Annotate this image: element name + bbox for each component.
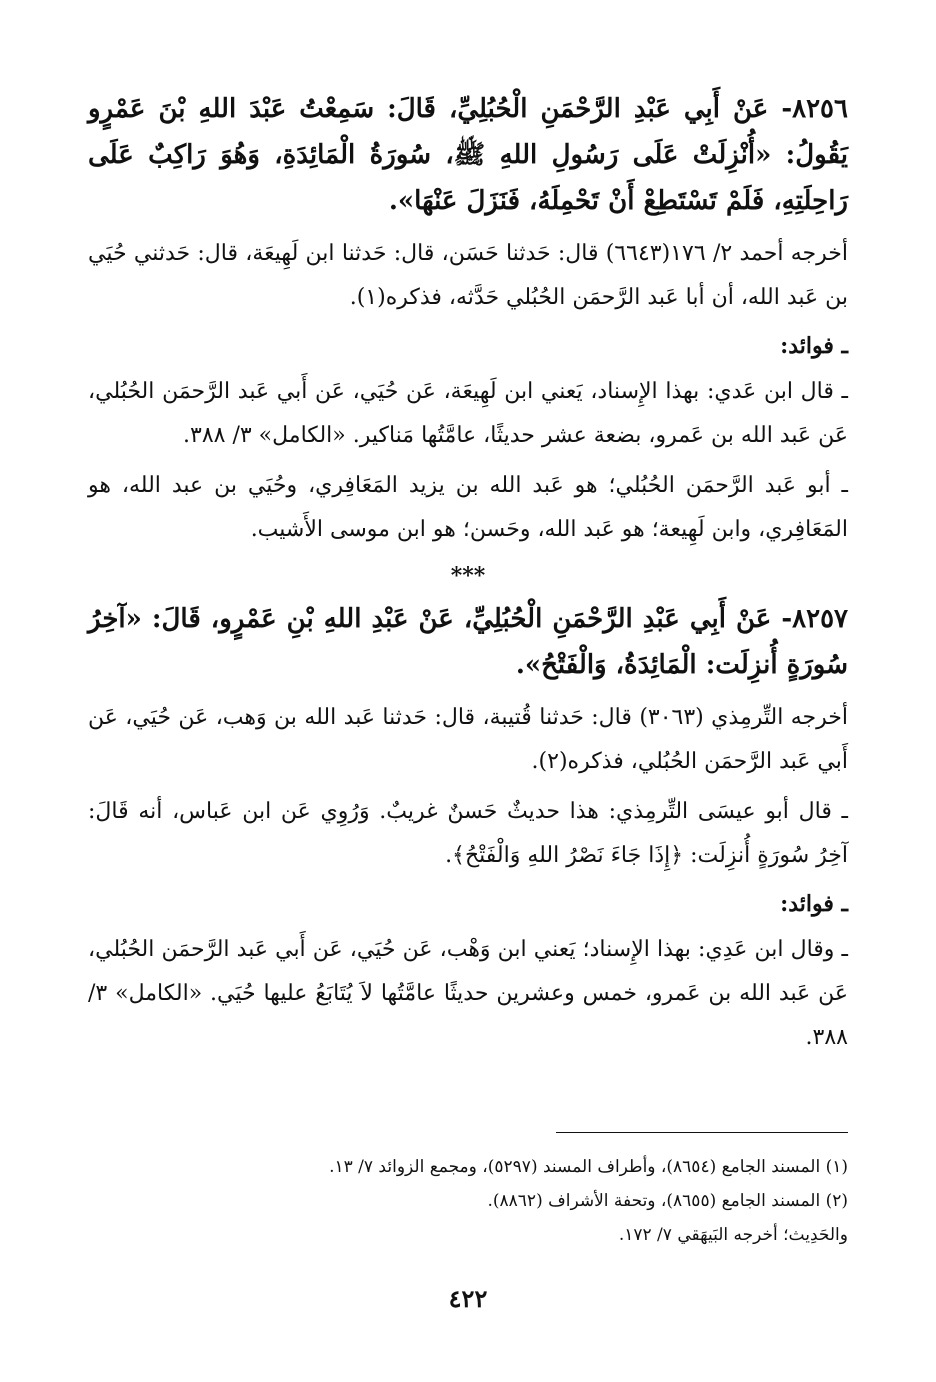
takhrij-8257: أخرجه التِّرمِذي (٣٠٦٣) قال: حَدثنا قُتيبة، قال: حَدثنا عَبد الله بن وَهب، عَن حُيَي، عَن أَبي عَبد الرَّحمَن الحُبُلي، فذكره(٢). — [88, 705, 848, 774]
hadith-number: ٨٢٥٦- — [781, 94, 848, 124]
hadith-number: ٨٢٥٧- — [781, 604, 848, 634]
page-number: ٤٢٢ — [448, 1284, 488, 1313]
footnote: (١) المسند الجامع (٨٦٥٤)، وأطراف المسند (٥٢٩٧)، ومجمع الزوائد ٧/ ١٣. — [329, 1157, 848, 1177]
section-separator: *** — [450, 563, 486, 589]
footnote: والحَدِيث؛ أخرجه البَيهَقي ٧/ ١٧٢. — [618, 1225, 848, 1245]
hadith-8256 — [88, 86, 848, 224]
footnote-divider — [556, 1132, 848, 1133]
hadith-8257 — [88, 596, 848, 688]
fawaid-heading: ـ فوائد: — [780, 333, 848, 359]
hadith-text: عَنْ أَبِي عَبْدِ الرَّحْمَنِ الْحُبُلِيِّ، قَالَ: سَمِعْتُ عَبْدَ اللهِ بْنَ عَمْرٍو يَقُولُ: «أُنْزِلَتْ عَلَى رَسُولِ اللهِ ﷺ، سُورَةُ الْمَائِدَةِ، وَهُوَ رَاكِبٌ عَلَى رَاحِلَتِهِ، فَلَمْ تَسْتَطِعْ أَنْ تَحْمِلَهُ، فَنَزَلَ عَنْهَا». — [88, 94, 848, 216]
fawaid-note: ـ وقال ابن عَدِي: بهذا الإِسناد؛ يَعني ابن وَهْب، عَن حُيَي، عَن أَبي عَبد الرَّحمَن الحُبُلي، عَن عَبد الله بن عَمرو، خمس وعشرين حديثًا عامَّتُها لاَ يُتَابَعُ عليها حُيَي. «الكامل» ٣/ ٣٨٨. — [88, 937, 848, 1050]
fawaid-note: ـ قال ابن عَدي: بهذا الإِسناد، يَعني ابن لَهِيعَة، عَن حُيَي، عَن أَبي عَبد الرَّحمَن الحُبُلي، عَن عَبد الله بن عَمرو، بضعة عشر حديثًا، عامَّتُها مَناكير. «الكامل» ٣/ ٣٨٨. — [88, 379, 848, 448]
page-body — [88, 86, 848, 1066]
hadith-text: عَنْ أَبِي عَبْدِ الرَّحْمَنِ الْحُبُلِيِّ، عَنْ عَبْدِ اللهِ بْنِ عَمْرٍو، قَالَ: «آخِرُ سُورَةٍ أُنزِلَت: الْمَائِدَةُ، وَالْفَتْحُ». — [88, 604, 848, 680]
tirmidhi-comment: ـ قال أبو عيسَى التِّرمِذي: هذا حديثٌ حَسنٌ غريبٌ. وَرُوِي عَن ابن عَباس، أنه قَالَ: آخِرُ سُورَةٍ أُنزِلَت: ﴿إِذَا جَاءَ نَصْرُ اللهِ وَالْفَتْحُ﴾. — [88, 799, 848, 868]
fawaid-note: ـ أبو عَبد الرَّحمَن الحُبُلي؛ هو عَبد الله بن يزيد المَعَافِري، وحُيَي بن عبد الله، هو المَعَافِري، وابن لَهِيعة؛ هو عَبد الله، وحَسن؛ هو ابن موسى الأَشيب. — [88, 473, 848, 542]
fawaid-heading: ـ فوائد: — [780, 891, 848, 917]
footnotes — [220, 1150, 848, 1252]
footnote: (٢) المسند الجامع (٨٦٥٥)، وتحفة الأشراف (٨٨٦٢). — [487, 1191, 848, 1211]
takhrij-8256: أخرجه أحمد ٢/ ١٧٦(٦٦٤٣) قال: حَدثنا حَسَن، قال: حَدثنا ابن لَهِيعَة، قال: حَدثني حُيَي بن عَبد الله، أن أبا عَبد الرَّحمَن الحُبُلي حَدَّثه، فذكره(١). — [88, 241, 848, 310]
